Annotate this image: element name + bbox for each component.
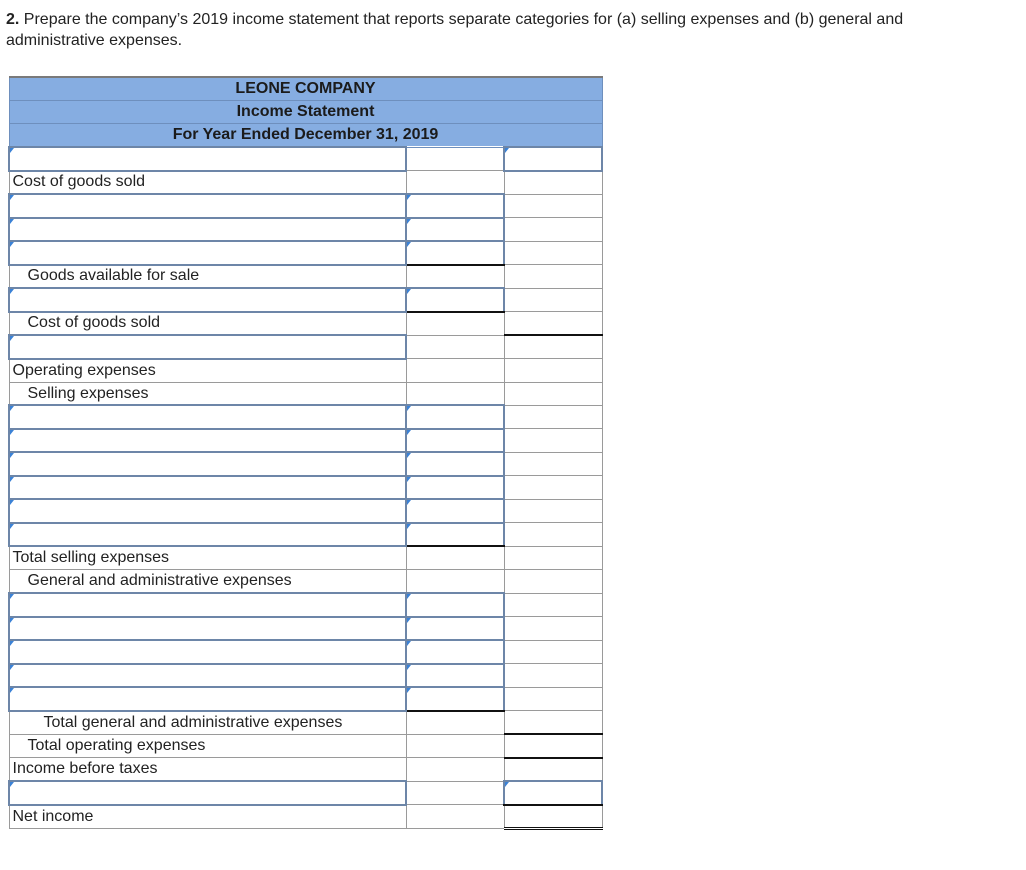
cogs-header-label: Cost of goods sold — [9, 171, 406, 195]
amount-input[interactable] — [406, 687, 504, 711]
header-row-title — [9, 100, 602, 123]
amount-input[interactable] — [406, 617, 504, 641]
question-text — [6, 9, 1006, 51]
amount-cell — [504, 758, 602, 782]
amount-input[interactable] — [406, 499, 504, 523]
income-statement-table — [8, 76, 603, 830]
company-name: LEONE COMPANY — [9, 77, 602, 100]
statement-title: Income Statement — [9, 100, 602, 123]
goods-available-label: Goods available for sale — [9, 265, 406, 289]
label-dropdown[interactable] — [9, 288, 406, 312]
amount-cell — [504, 570, 602, 593]
table-row — [9, 523, 602, 547]
amount-cell — [504, 405, 602, 429]
amount-input[interactable] — [504, 147, 602, 171]
table-row — [9, 382, 602, 405]
amount-cell — [406, 335, 504, 359]
table-row — [9, 734, 602, 758]
table-row — [9, 359, 602, 382]
label-dropdown[interactable] — [9, 640, 406, 664]
amount-cell — [406, 359, 504, 382]
amount-input[interactable] — [406, 288, 504, 312]
amount-cell — [406, 781, 504, 805]
amount-input[interactable] — [406, 452, 504, 476]
label-dropdown[interactable] — [9, 617, 406, 641]
label-dropdown[interactable] — [9, 476, 406, 500]
amount-cell — [504, 546, 602, 569]
income-before-taxes-label: Income before taxes — [9, 758, 406, 782]
amount-cell — [406, 147, 504, 171]
amount-cell — [504, 523, 602, 547]
amount-cell — [504, 218, 602, 242]
label-dropdown[interactable] — [9, 335, 406, 359]
amount-input[interactable] — [504, 781, 602, 805]
amount-cell — [504, 664, 602, 688]
table-row — [9, 312, 602, 336]
amount-input[interactable] — [406, 429, 504, 453]
table-row — [9, 288, 602, 312]
table-row — [9, 405, 602, 429]
amount-input[interactable] — [406, 523, 504, 547]
amount-cell — [504, 734, 602, 758]
table-row — [9, 171, 602, 195]
table-row — [9, 664, 602, 688]
total-selling-label: Total selling expenses — [9, 546, 406, 569]
amount-input[interactable] — [406, 593, 504, 617]
amount-cell — [504, 194, 602, 218]
table-row — [9, 452, 602, 476]
label-dropdown[interactable] — [9, 593, 406, 617]
table-row — [9, 687, 602, 711]
amount-input[interactable] — [406, 476, 504, 500]
label-dropdown[interactable] — [9, 499, 406, 523]
table-row — [9, 265, 602, 289]
amount-cell — [504, 241, 602, 265]
table-row — [9, 499, 602, 523]
table-row — [9, 617, 602, 641]
amount-cell — [406, 711, 504, 734]
table-row — [9, 781, 602, 805]
table-row — [9, 429, 602, 453]
header-row-company — [9, 77, 602, 100]
label-dropdown[interactable] — [9, 687, 406, 711]
table-row — [9, 241, 602, 265]
table-row — [9, 593, 602, 617]
amount-input[interactable] — [406, 218, 504, 242]
amount-cell — [504, 429, 602, 453]
net-income-label: Net income — [9, 805, 406, 829]
amount-cell — [504, 805, 602, 829]
amount-cell — [406, 546, 504, 569]
total-gen-admin-label: Total general and administrative expenses — [9, 711, 406, 734]
amount-cell — [504, 476, 602, 500]
table-row — [9, 335, 602, 359]
label-dropdown[interactable] — [9, 194, 406, 218]
table-row — [9, 570, 602, 593]
amount-cell — [504, 452, 602, 476]
table-row — [9, 758, 602, 782]
label-dropdown[interactable] — [9, 781, 406, 805]
amount-input[interactable] — [406, 640, 504, 664]
table-row — [9, 546, 602, 569]
amount-input[interactable] — [406, 664, 504, 688]
amount-cell — [406, 805, 504, 829]
amount-cell — [504, 640, 602, 664]
amount-cell — [504, 382, 602, 405]
amount-cell — [406, 382, 504, 405]
amount-cell — [406, 734, 504, 758]
label-dropdown[interactable] — [9, 523, 406, 547]
amount-cell — [504, 499, 602, 523]
table-row — [9, 194, 602, 218]
amount-cell — [406, 312, 504, 336]
table-row — [9, 476, 602, 500]
table-row — [9, 805, 602, 829]
amount-cell — [504, 617, 602, 641]
amount-cell — [504, 359, 602, 382]
question-body: Prepare the company’s 2019 income statement that reports separate categories for (a) selling expenses and (b) general and administrative expenses. — [6, 11, 904, 49]
label-dropdown[interactable] — [9, 452, 406, 476]
label-dropdown[interactable] — [9, 429, 406, 453]
table-row — [9, 218, 602, 242]
table-row — [9, 147, 602, 171]
label-dropdown[interactable] — [9, 218, 406, 242]
operating-expenses-label: Operating expenses — [9, 359, 406, 382]
amount-cell — [504, 312, 602, 336]
label-dropdown[interactable] — [9, 241, 406, 265]
amount-cell — [406, 265, 504, 289]
label-dropdown[interactable] — [9, 147, 406, 171]
amount-cell — [504, 265, 602, 289]
amount-input[interactable] — [406, 194, 504, 218]
amount-cell — [504, 171, 602, 195]
cogs-total-label: Cost of goods sold — [9, 312, 406, 336]
total-operating-label: Total operating expenses — [9, 734, 406, 758]
table-row — [9, 711, 602, 734]
amount-cell — [504, 288, 602, 312]
amount-cell — [406, 758, 504, 782]
amount-cell — [406, 570, 504, 593]
selling-expenses-label: Selling expenses — [9, 382, 406, 405]
amount-cell — [504, 335, 602, 359]
amount-cell — [504, 687, 602, 711]
table-row — [9, 640, 602, 664]
amount-cell — [504, 593, 602, 617]
amount-input[interactable] — [406, 405, 504, 429]
amount-cell — [504, 711, 602, 734]
question-number: 2. — [6, 11, 20, 28]
label-dropdown[interactable] — [9, 405, 406, 429]
label-dropdown[interactable] — [9, 664, 406, 688]
gen-admin-label: General and administrative expenses — [9, 570, 406, 593]
amount-input[interactable] — [406, 241, 504, 265]
amount-cell — [406, 171, 504, 195]
statement-period: For Year Ended December 31, 2019 — [9, 124, 602, 147]
header-row-period — [9, 124, 602, 147]
